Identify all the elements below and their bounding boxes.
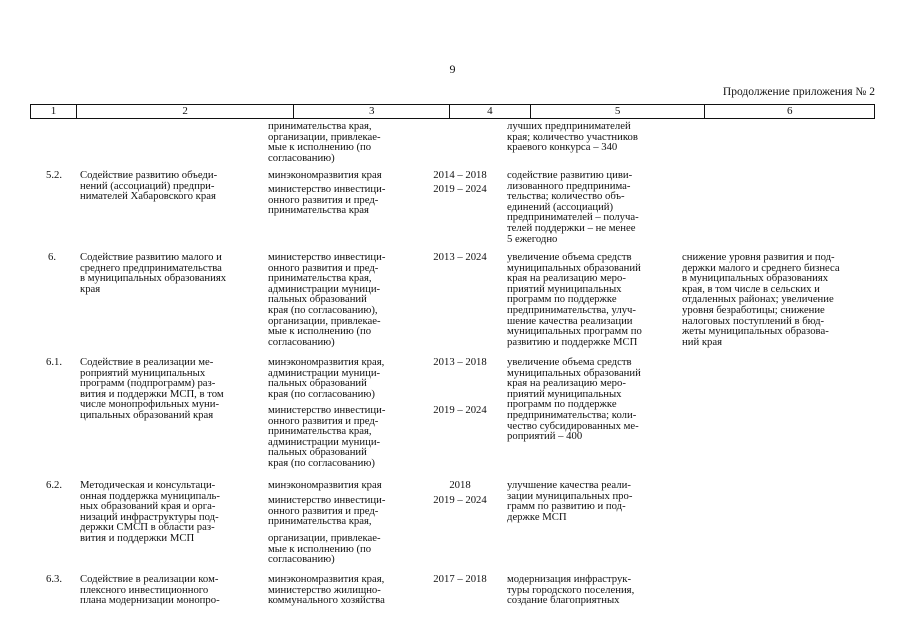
column-header-6: 6	[786, 105, 793, 117]
table-header-row	[30, 104, 875, 119]
result-cell: модернизация инфраструк- туры городского поселения, создание благоприятных	[507, 573, 635, 607]
result-cell: увеличение объема средств муниципальных образований края на реализацию меро- приятий муниципальных программ по поддержке предпринимательства, улуч- шение качества реализации муниципальных программ по развитию и поддержке МСП	[507, 251, 642, 348]
row-number: 6.	[47, 251, 56, 263]
row-number: 5.2.	[45, 169, 62, 181]
executor-cell: министерство инвестици- онного развития и пред- принимательства края,	[268, 494, 386, 528]
executor-cell: минэкономразвития края, администрации муници- пальных образований края (по согласованию)	[268, 356, 385, 400]
row-number: 6.3.	[45, 573, 62, 585]
page-number: 9	[449, 62, 456, 76]
period-cell: 2019 – 2024	[433, 404, 487, 416]
effect-cell: снижение уровня развития и под- держки малого и среднего бизнеса в муниципальных образованиях края, в том числе в сельских и отдаленных районах; увеличение уровня безработицы; снижение налоговых поступлений в бюд- жеты муниципальных образова- ний края	[682, 251, 840, 348]
period-cell: 2019 – 2024	[433, 494, 487, 506]
result-cell: улучшение качества реали- зации муниципальных про- грамм по развитию и под- держке МСП	[507, 479, 633, 523]
period-cell: 2017 – 2018	[433, 573, 487, 585]
column-header-2: 2	[77, 105, 294, 118]
measure-name-cell: Содействие развитию объеди- нений (ассоциаций) предпри- нимателей Хабаровского края	[80, 169, 218, 203]
period-cell: 2013 – 2018	[433, 356, 487, 368]
column-header-3: 3	[294, 105, 450, 118]
carry-executors-cell: принимательства края, организации, привлекае- мые к исполнению (по согласованию)	[268, 120, 381, 164]
column-header-1: 1	[31, 105, 77, 118]
result-cell: содействие развитию циви- лизованного предпринима- тельства; количество объ- единений (ассоциаций) предпринимателей – получа- телей поддержки – не менее 5 ежегодно	[507, 169, 639, 245]
executor-cell: министерство инвестици- онного развития и пред- принимательства края, администрации муници- пальных образований края (по согласованию)	[268, 404, 386, 469]
column-header-4: 4	[450, 105, 531, 118]
executor-cell: минэкономразвития края	[268, 479, 382, 491]
period-cell: 2019 – 2024	[433, 183, 487, 195]
executor-cell: министерство инвестици- онного развития и пред- принимательства края, администрации муници- пальных образований края (по согласованию), организации, привлекае- мые к исполнению (по согласованию)	[268, 251, 386, 348]
executor-cell: минэкономразвития края	[268, 169, 382, 181]
appendix-continuation-label: Продолжение приложения № 2	[722, 86, 875, 98]
executor-cell: министерство инвестици- онного развития и пред- принимательства края	[268, 183, 386, 217]
executor-cell: организации, привлекае- мые к исполнению (по согласованию)	[268, 532, 381, 566]
period-cell: 2014 – 2018	[433, 169, 487, 181]
measure-name-cell: Содействие развитию малого и среднего предпринимательства в муниципальных образованиях края	[80, 251, 227, 295]
result-cell: увеличение объема средств муниципальных образований края на реализацию меро- приятий муниципальных программ по поддержке предпринимательства; коли- чество субсидированных ме- роприятий – 400	[507, 356, 641, 443]
period-cell: 2013 – 2024	[433, 251, 487, 263]
measure-name-cell: Содействие в реализации ме- роприятий муниципальных программ (подпрограмм) раз- вития и поддержки МСП, в том числе монопрофильных муни- ципальных образований края	[80, 356, 224, 421]
row-number: 6.2.	[45, 479, 62, 491]
measure-name-cell: Содействие в реализации ком- плексного инвестиционного плана модернизации монопро-	[80, 573, 220, 607]
period-cell: 2018	[449, 479, 471, 491]
carry-result-cell: лучших предпринимателей края; количество участников краевого конкурса – 340	[507, 120, 638, 154]
measure-name-cell: Методическая и консультаци- онная поддержка муниципаль- ных образований края и орга- низаций инфраструктуры под- держки СМСП в области раз- вития и поддержки МСП	[80, 479, 220, 544]
row-number: 6.1.	[45, 356, 62, 368]
executor-cell: минэкономразвития края, министерство жилищно- коммунального хозяйства	[268, 573, 385, 607]
column-header-5: 5	[531, 105, 706, 118]
